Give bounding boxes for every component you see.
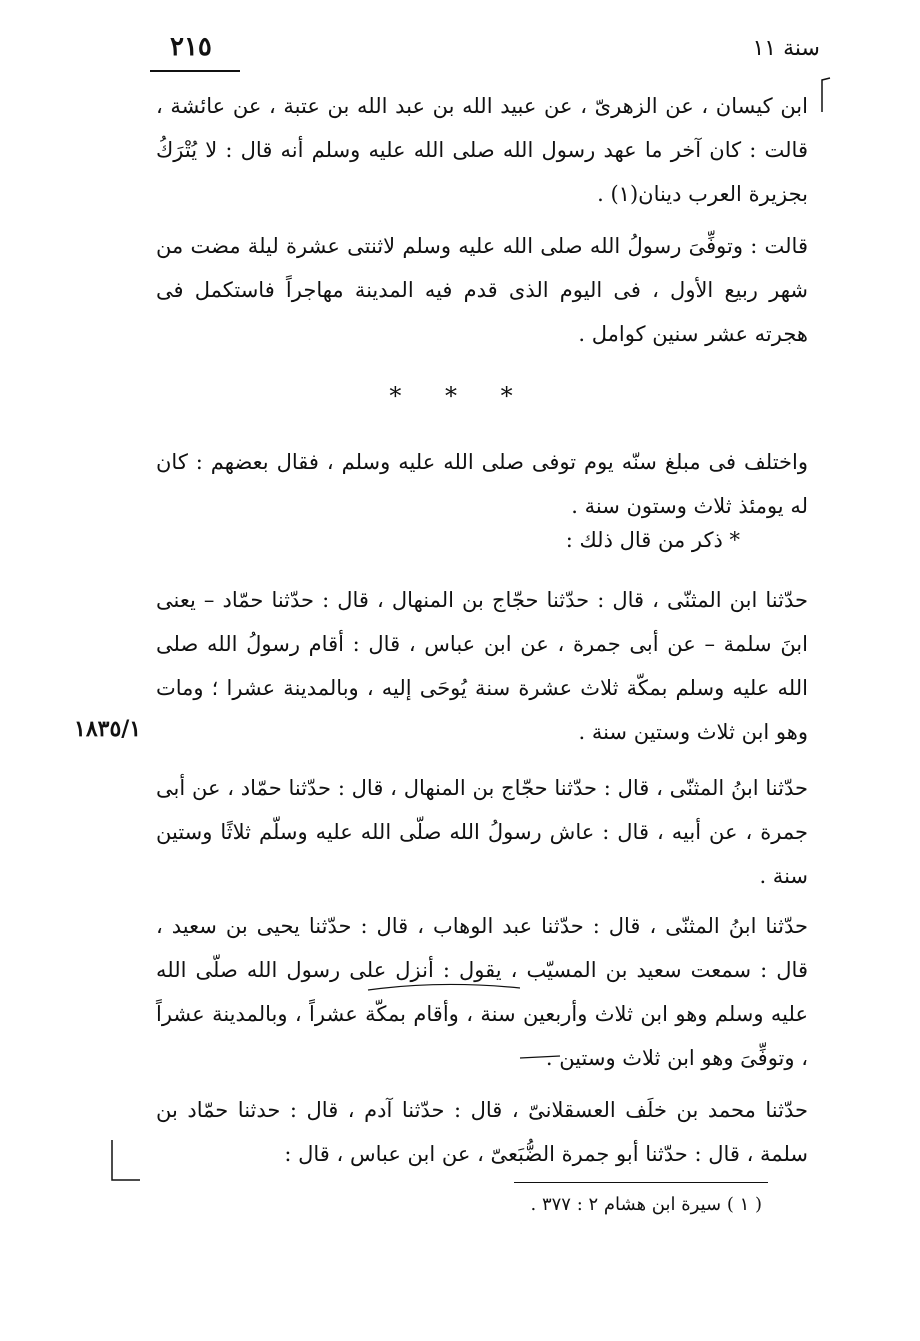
bracket-mark-top <box>822 78 830 112</box>
paragraph-6: حدّثنا ابنُ المثنّى ، قال : حدّثنا عبد الوهاب ، قال : حدّثنا يحيى بن سعيد ، قال : سمعت سعيد بن المسيّب ، يقول : أنزل على رسول الله صلّى الله عليه وسلم وهو ابن ثلاث وأربعين سنة ، وأقام بمكّة عشراً ، وبالمدينة عشراً ، وتوفِّىَ وهو ابن ثلاث وستين . <box>156 914 808 1070</box>
paragraph-5: حدّثنا ابنُ المثنّى ، قال : حدّثنا حجّاج بن المنهال ، قال : حدّثنا حمّاد ، عن أبى جمرة ، عن أبيه ، قال : عاش رسولُ الله صلّى الله عليه وسلّم ثلاثًا وستين سنة . <box>156 776 808 888</box>
paragraph-4: حدّثنا ابن المثنّى ، قال : حدّثنا حجّاج بن المنهال ، قال : حدّثنا حمّاد – يعنى ابنَ سلمة – عن أبى جمرة ، عن ابن عباس ، قال : أقام رسولُ الله صلى الله عليه وسلم بمكّة ثلاث عشرة سنة يُوحَى إليه ، وبالمدينة عشرا ؛ ومات وهو ابن ثلاث وستين سنة . <box>156 588 808 744</box>
running-header-year: سنة ١١ <box>752 36 820 61</box>
paragraph-7: حدّثنا محمد بن خلَف العسقلانىّ ، قال : حدّثنا آدم ، قال : حدثنا حمّاد بن سلمة ، قال : حدّثنا أبو جمرة الضُّبَعىّ ، عن ابن عباس ، قال : <box>156 1098 808 1166</box>
underline-mark <box>368 984 520 990</box>
margin-note: ١٨٣٥/١ <box>74 716 142 742</box>
page-number: ٢١٥ <box>170 32 212 62</box>
footnote: ( ١ ) سيرة ابن هشام ٢ : ٣٧٧ . <box>530 1194 762 1215</box>
paragraph-3: واختلف فى مبلغ سنّه يوم توفى صلى الله عليه وسلم ، فقال بعضهم : كان له يومئذ ثلاث وستون سنة . <box>156 450 808 518</box>
underline-tail-mark <box>520 1056 560 1058</box>
paragraph-2: قالت : وتوفِّىَ رسولُ الله صلى الله عليه وسلم لاثنتى عشرة ليلة مضت من شهر ربيع الأول ، فى اليوم الذى قدم فيه المدينة مهاجراً فاستكمل فى هجرته عشر سنين كوامل . <box>156 234 808 346</box>
section-separator: * * * <box>389 382 531 410</box>
bracket-mark-bottom <box>112 1140 140 1180</box>
paragraph-1: ابن كيسان ، عن الزهرىّ ، عن عبيد الله بن عبد الله بن عتبة ، عن عائشة ، قالت : كان آخر ما عهد رسول الله صلى الله عليه وسلم أنه قال : لا يُتْرَكُ بجزيرة العرب دينان(١) . <box>156 94 808 206</box>
section-heading: * ذكر من قال ذلك : <box>565 528 740 552</box>
